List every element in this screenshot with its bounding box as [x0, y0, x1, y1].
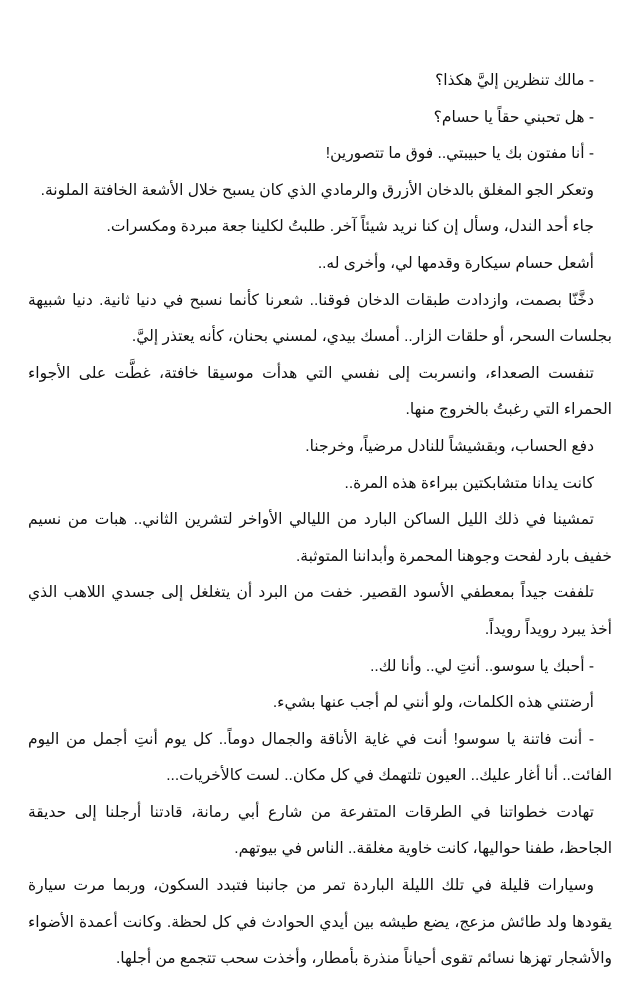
paragraph: أشعل حسام سيكارة وقدمها لي، وأخرى له.. — [317, 254, 594, 272]
paragraph: كانت يدانا متشابكتين ببراءة هذه المرة.. — [344, 474, 594, 492]
paragraph: دفع الحساب، وبقشيشاً للنادل مرضياً، وخرجنا. — [305, 437, 594, 455]
paragraph: تلففت جيداً بمعطفي الأسود القصير. خفت من البرد أن يتغلغل إلى جسدي اللاهب الذي أخذ يبرد رويداً رويداً. — [28, 584, 612, 638]
paragraph: دخَّنّا بصمت، وازدادت طبقات الدخان فوقنا.. شعرنا كأنما نسبح في دنيا ثانية. دنيا شبيهة بجلسات السحر، أو حلقات الزار.. أمسك بيدي، لمسني بحنان، كأنه يعتذر إليَّ. — [28, 291, 612, 346]
dialogue-line: - أنا مفتون بك يا حبيبتي.. فوق ما تتصورين! — [325, 145, 594, 163]
dialogue-line: - هل تحبني حقاً يا حسام؟ — [433, 108, 594, 126]
paragraph: وتعكر الجو المغلق بالدخان الأزرق والرمادي الذي كان يسبح خلال الأشعة الخافتة الملونة. — [40, 181, 594, 199]
dialogue-line: - أنت فاتنة يا سوسو! أنت في غاية الأناقة والجمال دوماً.. كل يوم أنتِ أجمل من اليوم الفائت.. أنا أغار عليك.. العيون تلتهمك في كل مكان.. لست كالأخريات... — [28, 730, 612, 785]
paragraph: تنفست الصعداء، وانسربت إلى نفسي التي هدأت موسيقا خافتة، غطَّت على الأجواء الحمراء التي رغبتُ بالخروج منها. — [28, 364, 612, 419]
paragraph: أرضتني هذه الكلمات، ولو أنني لم أجب عنها بشيء. — [272, 694, 594, 712]
paragraph: وسيارات قليلة في تلك الليلة الباردة تمر من جانبنا فتبدد السكون، وربما مرت سيارة يقودها ولد طائش مزعج، يضع طيشه بين أيدي الحوادث في كل لحظة. وكانت أعمدة الأضواء والأشجار تهزها نسائم تقوى أحياناً منذرة بأمطار، وأخذت سحب تتجمع من أجلها. — [28, 877, 612, 968]
paragraph: تهادت خطواتنا في الطرقات المتفرعة من شارع أبي رمانة، قادتنا أرجلنا إلى حديقة الجاحظ، طفنا حواليها، كانت خاوية مغلقة.. الناس في بيوتهم. — [28, 803, 612, 858]
dialogue-line: - أحبك يا سوسو.. أنتِ لي.. وأنا لك.. — [370, 657, 594, 675]
paragraph: جاء أحد الندل، وسأل إن كنا نريد شيئاً آخر. طلبتُ لكلينا جعة مبردة ومكسرات. — [106, 218, 594, 236]
dialogue-line: - مالك تنظرين إليَّ هكذا؟ — [435, 72, 594, 89]
paragraph: تمشينا في ذلك الليل الساكن البارد من الليالي الأواخر لتشرين الثاني.. هبات من نسيم خفيف بارد لفحت وجوهنا المحمرة وأبداننا المتوثبة. — [28, 511, 612, 565]
